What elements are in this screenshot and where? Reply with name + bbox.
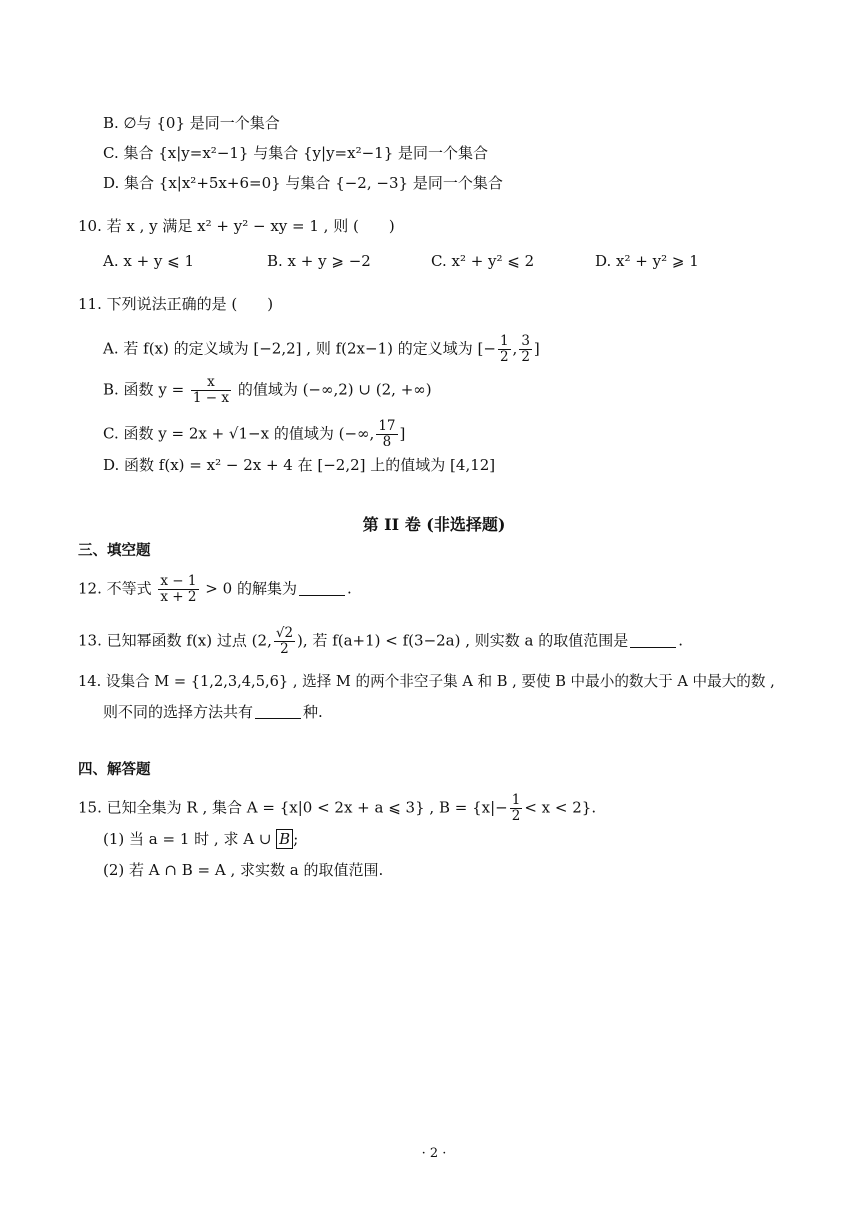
q11-a-fraction-2 — [519, 334, 532, 365]
q13-condition: , 若 f(a+1) < f(3−2a) , 则实数 a 的取值范围是 — [302, 631, 629, 650]
q11-option-b — [103, 375, 432, 406]
fraction-denominator: 8 — [382, 434, 392, 450]
fraction-denominator: 2 — [521, 349, 530, 365]
fraction-numerator: 1 — [511, 792, 521, 808]
fraction-denominator: 1 − x — [192, 390, 230, 406]
q12-fraction — [158, 574, 198, 605]
q13-fraction — [274, 626, 295, 657]
q11-a-comma: , — [512, 339, 518, 358]
fraction-numerator: x − 1 — [160, 573, 197, 589]
fraction-denominator: 2 — [280, 641, 289, 657]
fraction-denominator: 2 — [511, 808, 521, 824]
q14-answer-blank — [255, 704, 301, 719]
q11-option-c — [103, 419, 405, 450]
q15-p1-text: (1) 当 a = 1 时 , 求 A ∪ — [103, 830, 272, 848]
q15-period: . — [591, 798, 597, 817]
q12-text: 12. 不等式 — [78, 579, 152, 598]
q13-point-close: ) — [297, 631, 303, 650]
fraction-denominator: x + 2 — [160, 589, 197, 605]
q13-period: . — [678, 631, 684, 650]
q11-a-bracket-close: ] — [533, 339, 540, 358]
fraction-numerator: 1 — [499, 333, 509, 349]
q11-c-text: C. 函数 y = 2x + √1−x 的值域为 — [103, 424, 334, 443]
q11-b-text: B. 函数 y = — [103, 380, 185, 399]
section-answer-heading: 四、解答题 — [78, 761, 151, 778]
q11-b-fraction — [191, 375, 231, 406]
q10-option-c: C. x² + y² ⩽ 2 — [431, 252, 535, 270]
q14-line-2 — [103, 702, 323, 722]
fraction-numerator: √2 — [275, 625, 294, 641]
q11-option-a — [103, 334, 540, 365]
q15-stem — [78, 793, 596, 824]
q15-fraction — [510, 793, 523, 824]
q13-answer-blank — [630, 633, 676, 648]
fraction-numerator: 17 — [378, 418, 396, 434]
q12 — [78, 574, 352, 605]
section-fill-in-heading: 三、填空题 — [78, 542, 151, 559]
part2-title: 第 II 卷 (非选择题) — [362, 515, 506, 534]
q13 — [78, 626, 683, 657]
q10-stem: 10. 若 x , y 满足 x² + y² − xy = 1 , 则 ( ) — [78, 217, 395, 235]
q15-text: 15. 已知全集为 R , 集合 A = {x|0 < 2x + a ⩽ 3} , B = — [78, 798, 468, 817]
q11-a-fraction-1 — [498, 334, 511, 365]
q11-a-text: A. 若 f(x) 的定义域为 [−2,2] , 则 f(2x−1) 的定义域为 — [103, 339, 473, 358]
q9-option-c: C. 集合 {x|y=x²−1} 与集合 {y|y=x²−1} 是同一个集合 — [103, 144, 489, 162]
q14-line-1: 14. 设集合 M = {1,2,3,4,5,6} , 选择 M 的两个非空子集 A 和 B , 要使 B 中最小的数大于 A 中最大的数 , — [78, 673, 775, 690]
q15-part-1 — [103, 829, 298, 849]
q10-option-a: A. x + y ⩽ 1 — [103, 252, 195, 270]
q15-set-close: < x < 2} — [524, 798, 592, 817]
q10-option-b: B. x + y ⩾ −2 — [267, 252, 371, 270]
fraction-denominator: 2 — [499, 349, 509, 365]
q11-a-bracket-open: [− — [477, 339, 496, 358]
q11-option-d: D. 函数 f(x) = x² − 2x + 4 在 [−2,2] 上的值域为 [4,12] — [103, 456, 496, 474]
q13-text: 13. 已知幂函数 f(x) 过点 — [78, 631, 247, 650]
q12-period: . — [346, 579, 352, 598]
q13-point-open: (2, — [251, 631, 272, 650]
q11-b-range: 的值域为 (−∞,2) ∪ (2, +∞) — [237, 380, 432, 399]
fraction-numerator: 3 — [521, 333, 530, 349]
q15-set-open: {x|− — [472, 798, 508, 817]
fraction-numerator: x — [191, 375, 231, 391]
q11-c-fraction — [376, 419, 397, 450]
q10-option-d: D. x² + y² ⩾ 1 — [595, 252, 699, 270]
q11-stem: 11. 下列说法正确的是 ( ) — [78, 295, 274, 313]
q11-c-bracket-open: (−∞, — [338, 424, 375, 443]
q15-part-2: (2) 若 A ∩ B = A , 求实数 a 的取值范围. — [103, 861, 384, 879]
q14-text: 则不同的选择方法共有 — [103, 703, 254, 721]
q15-p1-boxed-b: B — [276, 829, 293, 849]
q12-answer-blank — [299, 581, 345, 596]
q9-option-b: B. ∅与 {0} 是同一个集合 — [103, 114, 280, 132]
q14-unit: 种. — [303, 703, 323, 721]
q12-condition: > 0 的解集为 — [205, 579, 297, 598]
q9-option-d: D. 集合 {x|x²+5x+6=0} 与集合 {−2, −3} 是同一个集合 — [103, 174, 503, 192]
q11-c-bracket-close: ] — [399, 424, 406, 443]
page-number: · 2 · — [421, 1146, 447, 1161]
q15-p1-end: ; — [293, 830, 299, 848]
